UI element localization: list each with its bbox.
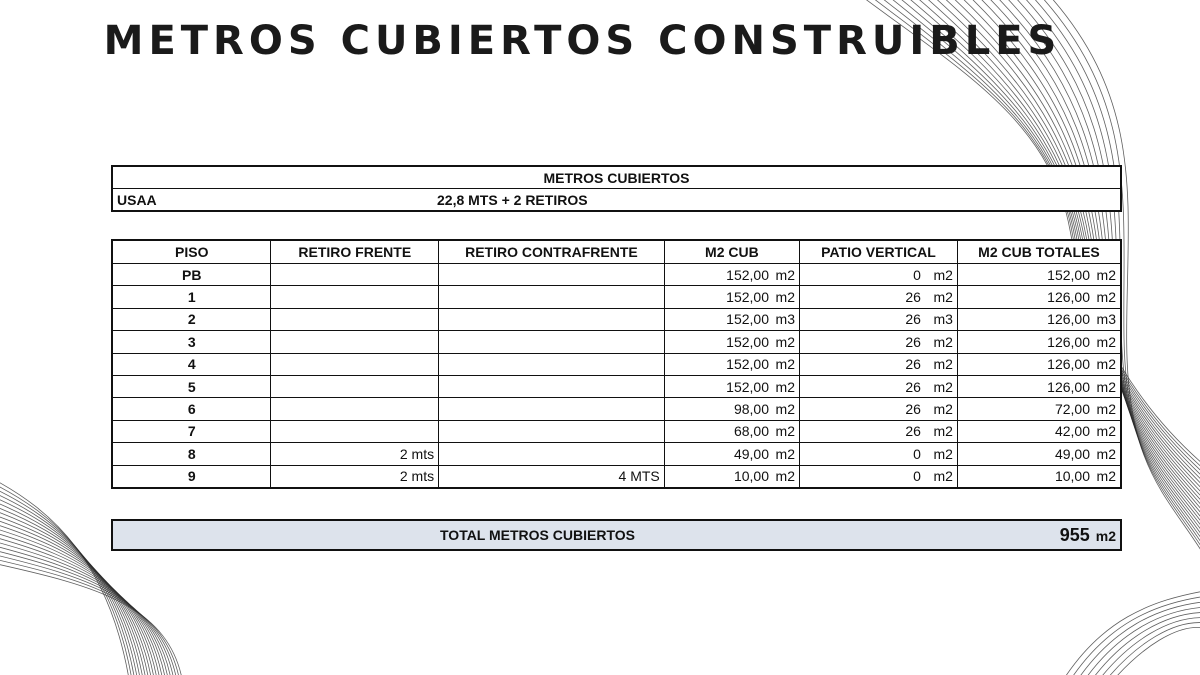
- summary-usaa-row: [112, 189, 1121, 212]
- piso-value: 7: [187, 423, 196, 440]
- patio-vertical-unit: m3: [933, 311, 953, 328]
- m2-cub-totales-value: 152,00: [1047, 266, 1090, 283]
- m2-cub-unit: m2: [775, 423, 795, 440]
- retiro-frente-cell: [271, 353, 439, 375]
- patio-vertical-unit: m2: [933, 333, 953, 350]
- wave-line: [1067, 596, 1200, 675]
- patio-vertical-value: 26: [905, 333, 921, 350]
- patio-vertical-unit: m2: [933, 423, 953, 440]
- m2-cub-totales-unit: m2: [1096, 266, 1116, 283]
- summary-table: [111, 165, 1122, 212]
- retiro-frente-cell: [271, 420, 439, 442]
- table-row: [112, 443, 1121, 465]
- m2-cub-totales-cell: [957, 398, 1121, 420]
- m2-cub-value: 10,00: [733, 468, 769, 485]
- patio-vertical-unit: m2: [933, 356, 953, 373]
- retiro-frente-value: 2 mts: [399, 445, 435, 462]
- patio-vertical-cell: [800, 264, 958, 286]
- m2-cub-value: 152,00: [726, 378, 769, 395]
- m2-cub-unit: m2: [775, 468, 795, 485]
- retiro-frente-cell: [271, 465, 439, 488]
- m2-cub-unit: m2: [775, 378, 795, 395]
- piso-value: 8: [187, 445, 196, 462]
- m2-cub-totales-value: 126,00: [1047, 289, 1090, 306]
- m2-cub-totales-cell: [957, 375, 1121, 397]
- wave-line: [1095, 618, 1200, 675]
- m2-cub-unit: m3: [775, 311, 795, 328]
- patio-vertical-unit: m2: [933, 445, 953, 462]
- patio-vertical-unit: m2: [933, 378, 953, 395]
- piso-value: 1: [187, 289, 196, 306]
- table-row: [112, 353, 1121, 375]
- patio-vertical-value: 26: [905, 401, 921, 418]
- patio-vertical-value: 0: [913, 468, 921, 485]
- patio-vertical-value: 26: [905, 423, 921, 440]
- patio-vertical-value: 26: [905, 289, 921, 306]
- column-header: PATIO VERTICAL: [800, 240, 958, 264]
- table-row: [112, 375, 1121, 397]
- patio-vertical-cell: [800, 465, 958, 488]
- m2-cub-totales-value: 49,00: [1054, 445, 1090, 462]
- m2-cub-totales-cell: [957, 465, 1121, 488]
- m2-cub-totales-unit: m2: [1096, 468, 1116, 485]
- piso-value: PB: [182, 266, 202, 283]
- retiro-contrafrente-cell: [439, 420, 665, 442]
- m2-cub-totales-cell: [957, 286, 1121, 308]
- page-title: METROS CUBIERTOS CONSTRUIBLES: [103, 18, 1062, 64]
- m2-cub-value: 98,00: [733, 401, 769, 418]
- m2-cub-cell: [664, 308, 799, 330]
- m2-cub-cell: [664, 264, 799, 286]
- m2-cub-cell: [664, 398, 799, 420]
- m2-cub-value: 152,00: [726, 266, 769, 283]
- m2-cub-cell: [664, 375, 799, 397]
- floors-table: [111, 239, 1122, 489]
- retiro-contrafrente-cell: [439, 331, 665, 353]
- total-unit: m2: [1095, 527, 1116, 544]
- summary-header-row: [112, 166, 1121, 189]
- column-header: M2 CUB TOTALES: [957, 240, 1121, 264]
- retiro-frente-cell: [271, 375, 439, 397]
- patio-vertical-cell: [800, 398, 958, 420]
- table-row: [112, 264, 1121, 286]
- m2-cub-value: 152,00: [726, 289, 769, 306]
- patio-vertical-cell: [800, 375, 958, 397]
- patio-vertical-value: 26: [905, 356, 921, 373]
- m2-cub-unit: m2: [775, 289, 795, 306]
- usaa-label: USAA: [112, 189, 431, 212]
- wave-line: [1081, 607, 1200, 675]
- m2-cub-totales-unit: m2: [1096, 289, 1116, 306]
- total-value-cell: [962, 520, 1121, 550]
- patio-vertical-value: 0: [913, 445, 921, 462]
- retiro-contrafrente-cell: [439, 286, 665, 308]
- floors-header-row: [112, 240, 1121, 264]
- patio-vertical-value: 26: [905, 378, 921, 395]
- m2-cub-totales-value: 126,00: [1047, 356, 1090, 373]
- m2-cub-cell: [664, 420, 799, 442]
- patio-vertical-cell: [800, 308, 958, 330]
- usaa-value: 22,8 MTS + 2 RETIROS: [431, 189, 1121, 212]
- table-row: [112, 331, 1121, 353]
- piso-cell: [112, 331, 271, 353]
- retiro-frente-value: 2 mts: [399, 468, 435, 485]
- m2-cub-cell: [664, 286, 799, 308]
- m2-cub-cell: [664, 353, 799, 375]
- retiro-contrafrente-cell: [439, 443, 665, 465]
- wave-line: [0, 564, 183, 675]
- piso-value: 4: [187, 356, 196, 373]
- patio-vertical-cell: [800, 353, 958, 375]
- retiro-frente-cell: [271, 264, 439, 286]
- m2-cub-totales-unit: m2: [1096, 423, 1116, 440]
- patio-vertical-value: 0: [913, 266, 921, 283]
- m2-cub-totales-cell: [957, 331, 1121, 353]
- total-row: [112, 520, 1121, 550]
- piso-cell: [112, 286, 271, 308]
- floors-body: [112, 264, 1121, 488]
- m2-cub-totales-unit: m2: [1096, 333, 1116, 350]
- piso-cell: [112, 308, 271, 330]
- total-table: [111, 519, 1122, 551]
- m2-cub-totales-cell: [957, 420, 1121, 442]
- patio-vertical-value: 26: [905, 311, 921, 328]
- retiro-contrafrente-cell: [439, 308, 665, 330]
- table-row: [112, 308, 1121, 330]
- column-header: RETIRO CONTRAFRENTE: [439, 240, 665, 264]
- m2-cub-value: 68,00: [733, 423, 769, 440]
- m2-cub-cell: [664, 465, 799, 488]
- column-header: PISO: [112, 240, 271, 264]
- m2-cub-totales-unit: m2: [1096, 356, 1116, 373]
- retiro-contrafrente-cell: [439, 398, 665, 420]
- patio-vertical-cell: [800, 420, 958, 442]
- wave-line: [1109, 627, 1200, 675]
- piso-cell: [112, 420, 271, 442]
- summary-header: METROS CUBIERTOS: [112, 166, 1121, 189]
- m2-cub-unit: m2: [775, 401, 795, 418]
- column-header: RETIRO FRENTE: [271, 240, 439, 264]
- retiro-frente-cell: [271, 286, 439, 308]
- piso-value: 6: [187, 401, 196, 418]
- table-row: [112, 398, 1121, 420]
- table-row: [112, 420, 1121, 442]
- piso-cell: [112, 353, 271, 375]
- patio-vertical-cell: [800, 443, 958, 465]
- retiro-frente-cell: [271, 443, 439, 465]
- m2-cub-totales-value: 126,00: [1047, 333, 1090, 350]
- piso-cell: [112, 264, 271, 286]
- m2-cub-totales-value: 126,00: [1047, 378, 1090, 395]
- piso-value: 9: [187, 468, 196, 485]
- patio-vertical-unit: m2: [933, 266, 953, 283]
- total-label: TOTAL METROS CUBIERTOS: [112, 520, 962, 550]
- retiro-contrafrente-cell: [439, 465, 665, 488]
- retiro-contrafrente-cell: [439, 353, 665, 375]
- table-row: [112, 465, 1121, 488]
- m2-cub-totales-unit: m2: [1096, 378, 1116, 395]
- retiro-contrafrente-cell: [439, 264, 665, 286]
- retiro-contrafrente-cell: [439, 375, 665, 397]
- m2-cub-totales-cell: [957, 353, 1121, 375]
- m2-cub-value: 152,00: [726, 333, 769, 350]
- piso-value: 2: [187, 311, 196, 328]
- m2-cub-totales-value: 42,00: [1054, 423, 1090, 440]
- patio-vertical-cell: [800, 286, 958, 308]
- retiro-frente-cell: [271, 331, 439, 353]
- m2-cub-cell: [664, 443, 799, 465]
- m2-cub-totales-cell: [957, 308, 1121, 330]
- m2-cub-value: 49,00: [733, 445, 769, 462]
- m2-cub-totales-unit: m3: [1096, 311, 1116, 328]
- retiro-frente-cell: [271, 398, 439, 420]
- m2-cub-totales-cell: [957, 443, 1121, 465]
- m2-cub-unit: m2: [775, 445, 795, 462]
- piso-cell: [112, 398, 271, 420]
- retiro-contrafrente-value: 4 MTS: [618, 468, 660, 485]
- m2-cub-totales-unit: m2: [1096, 445, 1116, 462]
- m2-cub-unit: m2: [775, 333, 795, 350]
- patio-vertical-cell: [800, 331, 958, 353]
- m2-cub-totales-value: 10,00: [1054, 468, 1090, 485]
- m2-cub-unit: m2: [775, 356, 795, 373]
- m2-cub-value: 152,00: [726, 356, 769, 373]
- column-header: M2 CUB: [664, 240, 799, 264]
- m2-cub-cell: [664, 331, 799, 353]
- table-row: [112, 286, 1121, 308]
- piso-cell: [112, 465, 271, 488]
- m2-cub-totales-unit: m2: [1096, 401, 1116, 418]
- patio-vertical-unit: m2: [933, 401, 953, 418]
- m2-cub-totales-value: 72,00: [1054, 401, 1090, 418]
- piso-value: 5: [187, 378, 196, 395]
- retiro-frente-cell: [271, 308, 439, 330]
- patio-vertical-unit: m2: [933, 289, 953, 306]
- patio-vertical-unit: m2: [933, 468, 953, 485]
- m2-cub-totales-cell: [957, 264, 1121, 286]
- m2-cub-value: 152,00: [726, 311, 769, 328]
- piso-cell: [112, 443, 271, 465]
- piso-cell: [112, 375, 271, 397]
- m2-cub-unit: m2: [775, 266, 795, 283]
- total-value: 955: [1059, 524, 1090, 545]
- m2-cub-totales-value: 126,00: [1047, 311, 1090, 328]
- piso-value: 3: [187, 333, 196, 350]
